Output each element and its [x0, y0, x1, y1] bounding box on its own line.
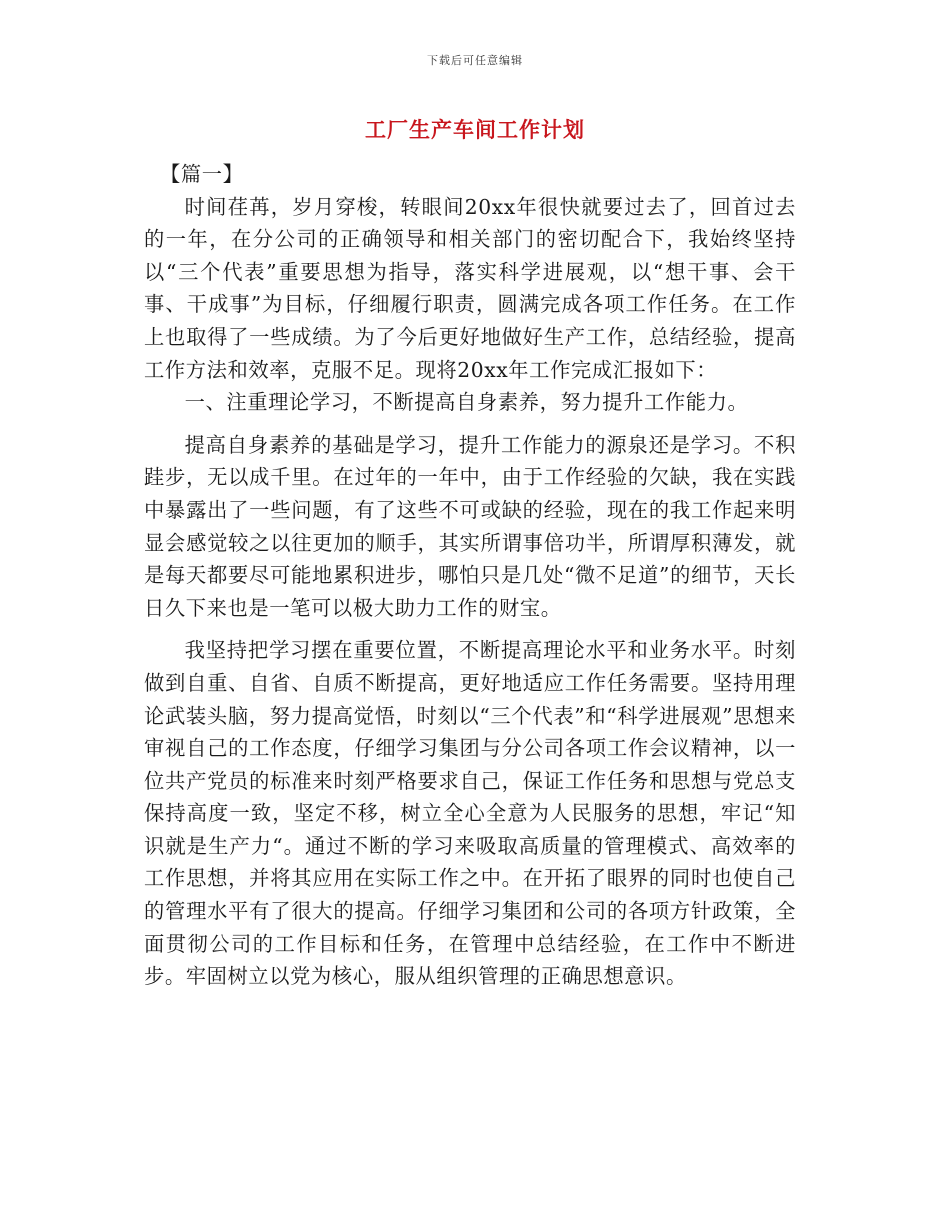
document-body [144, 158, 796, 993]
paragraph-intro: 时间荏苒，岁月穿梭，转眼间20xx年很快就要过去了，回首过去的一年，在分公司的正确领导和相关部门的密切配合下，我始终坚持以“三个代表”重要思想为指导，落实科学进展观，以“想干事、会干事、干成事”为目标，仔细履行职责，圆满完成各项工作任务。在工作上也取得了一些成绩。为了今后更好地做好生产工作，总结经验，提高工作方法和效率，克服不足。现将20xx年工作完成汇报如下： [144, 194, 796, 382]
section-label: 【篇一】 [160, 162, 244, 186]
paragraph-learning: 提高自身素养的基础是学习，提升工作能力的源泉还是学习。不积跬步，无以成千里。在过年的一年中，由于工作经验的欠缺，我在实践中暴露出了一些问题，有了这些不可或缺的经验，现在的我工作起来明显会感觉较之以往更加的顺手，其实所谓事倍功半，所谓厚积薄发，就是每天都要尽可能地累积进步，哪怕只是几处“微不足道”的细节，天长日久下来也是一笔可以极大助力工作的财宝。 [144, 432, 796, 620]
header-note: 下载后可任意编辑 [427, 54, 523, 67]
paragraph-heading-1: 一、注重理论学习，不断提高自身素养，努力提升工作能力。 [184, 390, 749, 415]
document-title: 工厂生产车间工作计划 [365, 117, 585, 142]
paragraph-theory: 我坚持把学习摆在重要位置，不断提高理论水平和业务水平。时刻做到自重、自省、自质不断提高，更好地适应工作任务需要。坚持用理论武装头脑，努力提高觉悟，时刻以“三个代表”和“科学进展观”思想来审视自己的工作态度，仔细学习集团与分公司各项工作会议精神，以一位共产党员的标准来时刻严格要求自己，保证工作任务和思想与党总支保持高度一致，坚定不移，树立全心全意为人民服务的思想，牢记“知识就是生产力“。通过不断的学习来吸取高质量的管理模式、高效率的工作思想，并将其应用在实际工作之中。在开拓了眼界的同时也使自己的管理水平有了很大的提高。仔细学习集团和公司的各项方针政策，全面贯彻公司的工作目标和任务，在管理中总结经验，在工作中不断进步。牢固树立以党为核心，服从组织管理的正确思想意识。 [144, 638, 796, 989]
